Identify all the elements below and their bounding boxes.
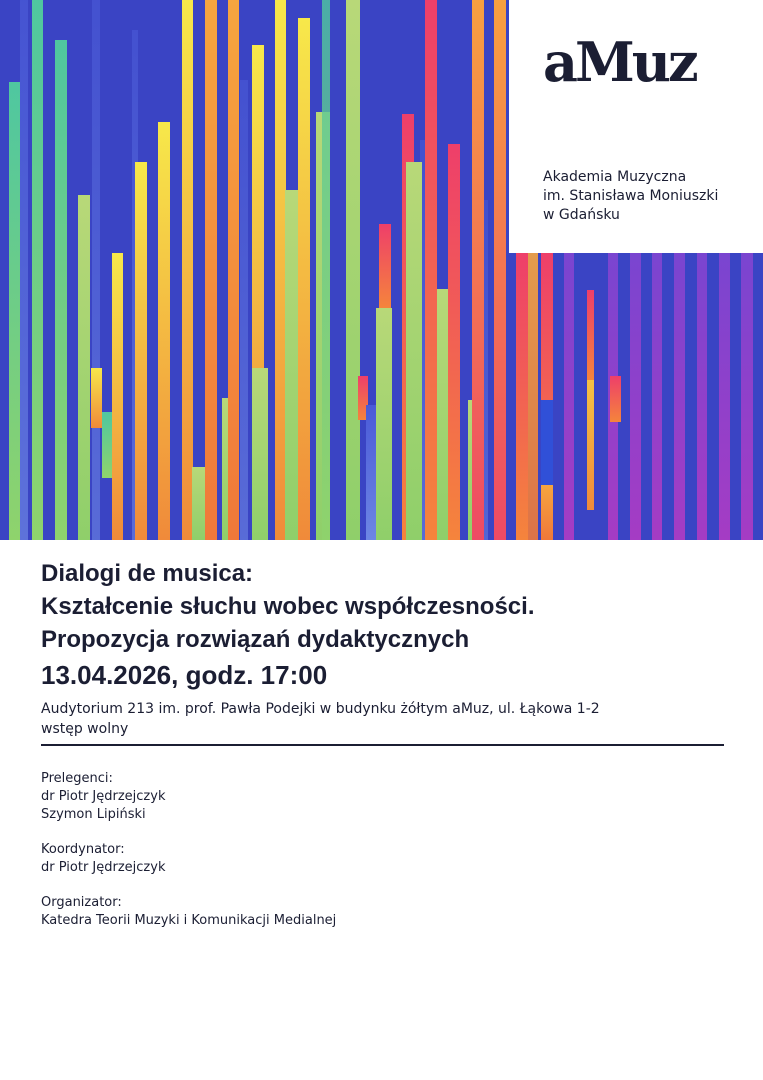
amuz-logo: aMuz [543,30,696,94]
event-title-line1: Dialogi de musica: [41,560,254,587]
event-admission: wstęp wolny [41,721,129,737]
coordinator-label: Koordynator: [41,842,125,857]
organizer-label: Organizator: [41,895,122,910]
institution-name-line3: w Gdańsku [543,207,620,223]
coordinator-section [41,841,165,877]
organizer-section [41,894,336,930]
event-venue-info [41,699,600,739]
divider [41,744,724,746]
organizer-name: Katedra Teorii Muzyki i Komunikacji Medialnej [41,913,337,928]
event-venue: Audytorium 213 im. prof. Pawła Podejki w budynku żółtym aMuz, ul. Łąkowa 1-2 [41,701,600,717]
event-title-line2: Kształcenie słuchu wobec współczesności. [41,593,535,620]
speakers-section [41,770,165,824]
speaker-name: dr Piotr Jędrzejczyk [41,789,166,804]
speakers-label: Prelegenci: [41,771,113,786]
event-title [41,557,731,656]
event-title-line3: Propozycja rozwiązań dydaktycznych [41,626,470,653]
coordinator-name: dr Piotr Jędrzejczyk [41,860,166,875]
institution-name-line1: Akademia Muzyczna [543,169,687,185]
event-datetime: 13.04.2026, godz. 17:00 [41,660,328,690]
institution-name [543,168,718,225]
speaker-name: Szymon Lipiński [41,807,146,822]
logo-panel [509,0,763,253]
institution-name-line2: im. Stanisława Moniuszki [543,188,719,204]
